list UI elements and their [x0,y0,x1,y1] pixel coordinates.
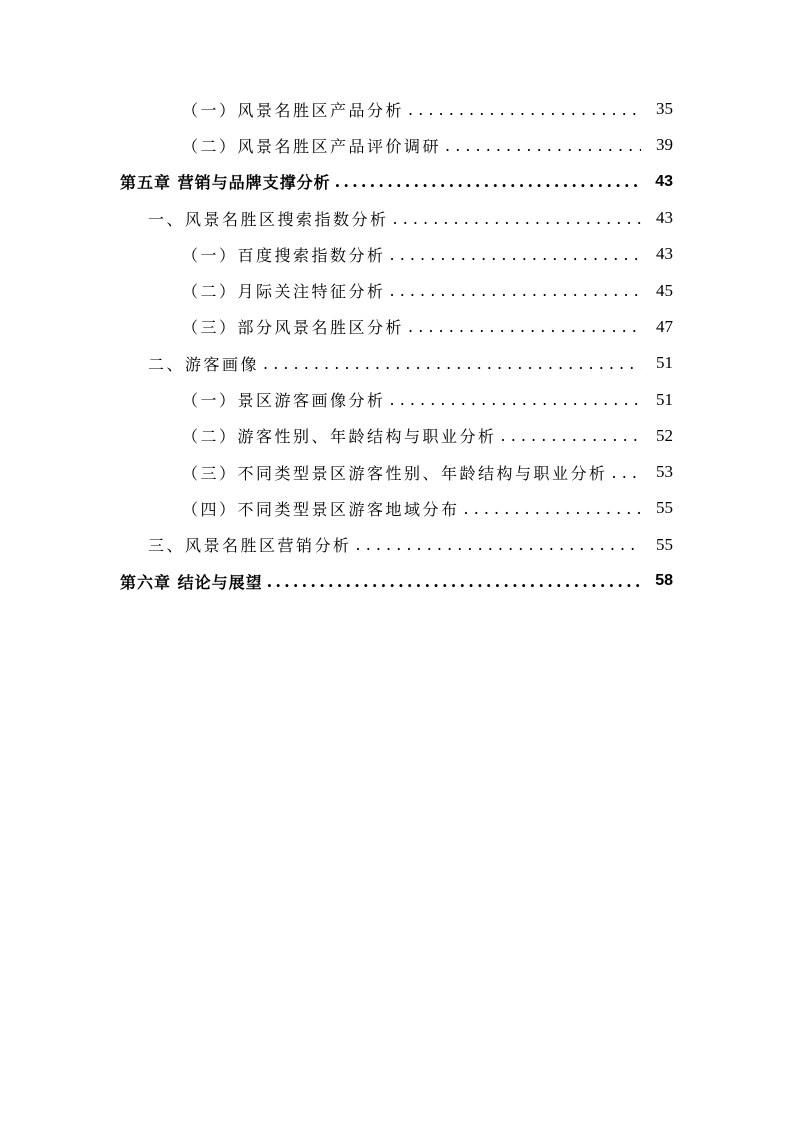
toc-entry-title: 二、游客画像 [148,354,260,374]
toc-entry-title: （二）月际关注特征分析 [182,282,386,302]
toc-entry-title: （三）部分风景名胜区分析 [182,318,405,338]
toc-dot-leader [356,535,641,554]
toc-chapter-entry[interactable] [0,563,793,599]
toc-dot-leader [267,572,641,591]
toc-entry-page: 53 [656,462,673,482]
toc-entry-title: （一）景区游客画像分析 [182,391,386,411]
toc-dot-leader [390,390,641,409]
toc-entry[interactable] [0,272,793,308]
toc-dot-leader [445,136,641,155]
toc-dot-leader [390,245,641,264]
toc-dot-leader [464,499,641,518]
toc-dot-leader [501,426,641,445]
toc-entry-page: 55 [656,534,673,554]
toc-section-entry[interactable] [0,527,793,563]
toc-entry[interactable] [0,236,793,272]
table-of-contents [0,91,793,599]
toc-entry-title: 第六章 结论与展望 [120,572,263,592]
toc-entry-page: 47 [656,316,673,336]
toc-entry-page: 43 [655,172,673,190]
toc-section-entry[interactable] [0,200,793,236]
toc-entry[interactable] [0,454,793,490]
toc-entry[interactable] [0,490,793,526]
toc-entry[interactable] [0,418,793,454]
toc-chapter-entry[interactable] [0,164,793,200]
toc-dot-leader [612,463,641,482]
toc-entry-page: 52 [656,425,673,445]
toc-entry[interactable] [0,91,793,127]
toc-entry-page: 35 [656,99,673,119]
toc-dot-leader [390,281,641,300]
toc-entry-title: （一）风景名胜区产品分析 [182,100,405,120]
toc-entry-page: 51 [656,353,673,373]
toc-entry-title: （三）不同类型景区游客性别、年龄结构与职业分析 [182,463,608,483]
toc-entry-title: （四）不同类型景区游客地域分布 [182,499,460,519]
toc-entry-page: 45 [656,280,673,300]
toc-entry-page: 43 [656,208,673,228]
toc-dot-leader [408,317,641,336]
toc-entry-title: （二）风景名胜区产品评价调研 [182,136,442,156]
toc-dot-leader [335,172,641,191]
toc-dot-leader [263,354,641,373]
toc-entry-page: 39 [656,135,673,155]
toc-entry-title: 一、风景名胜区搜索指数分析 [148,209,389,229]
toc-entry-title: （二）游客性别、年龄结构与职业分析 [182,427,497,447]
toc-entry-page: 43 [656,244,673,264]
toc-dot-leader [408,100,641,119]
toc-entry[interactable] [0,381,793,417]
toc-entry-page: 51 [656,389,673,409]
toc-entry-title: 三、风景名胜区营销分析 [148,536,352,556]
toc-entry[interactable] [0,309,793,345]
toc-entry[interactable] [0,127,793,163]
toc-entry-title: （一）百度搜索指数分析 [182,245,386,265]
toc-entry-page: 55 [656,498,673,518]
toc-section-entry[interactable] [0,345,793,381]
toc-entry-title: 第五章 营销与品牌支撑分析 [120,173,331,193]
toc-dot-leader [393,209,641,228]
toc-entry-page: 58 [655,572,673,589]
